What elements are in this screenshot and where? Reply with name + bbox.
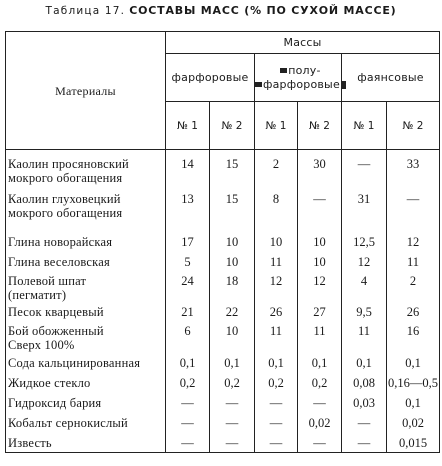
value-cell: 10 (210, 252, 255, 272)
value-cell: 10 (298, 232, 342, 252)
value-cell: 0,1 (387, 353, 440, 373)
table-row (6, 413, 440, 433)
material-name-line: Бой обожженный (8, 323, 104, 338)
value-cell: 8 (255, 190, 298, 232)
value-cell: 0,16—0,5 (387, 373, 440, 393)
material-name-line: Каолин глуховецкий (8, 191, 121, 206)
table-row (6, 373, 440, 393)
value-cell: — (166, 433, 210, 453)
value-cell: — (166, 393, 210, 413)
subcol-header: № 2 (210, 102, 255, 150)
value-cell: 4 (342, 272, 387, 302)
value-cell: 0,1 (342, 353, 387, 373)
value-cell: — (342, 413, 387, 433)
header-materials: Материалы (6, 32, 166, 150)
value-cell: 2 (255, 150, 298, 190)
material-name (6, 150, 166, 190)
value-cell: 26 (255, 302, 298, 322)
material-name-line: Песок кварцевый (8, 304, 104, 319)
material-name (6, 373, 166, 393)
material-name (6, 232, 166, 252)
material-name-line: Известь (8, 435, 52, 450)
table-row (6, 190, 440, 232)
value-cell: 21 (166, 302, 210, 322)
material-name-line: Глина веселовская (8, 254, 110, 269)
subcol-header: № 2 (298, 102, 342, 150)
material-name-line: Каолин просяновский (8, 157, 129, 171)
material-name (6, 272, 166, 302)
value-cell: 13 (166, 190, 210, 232)
semiporcelain-line1: полу- (288, 63, 321, 77)
value-cell: 0,2 (298, 373, 342, 393)
value-cell: 15 (210, 190, 255, 232)
value-cell: 24 (166, 272, 210, 302)
value-cell: 9,5 (342, 302, 387, 322)
header-group-semiporcelain (255, 54, 342, 102)
value-cell: 0,02 (298, 413, 342, 433)
value-cell: — (255, 413, 298, 433)
subcol-header: № 2 (387, 102, 440, 150)
value-cell: 12 (387, 232, 440, 252)
material-name (6, 413, 166, 433)
material-name-line: Кобальт сернокислый (8, 415, 128, 430)
material-name-line: мокрого обогащения (8, 171, 123, 185)
value-cell: 2 (387, 272, 440, 302)
header-masses: Массы (166, 32, 440, 54)
semiporcelain-label (255, 64, 346, 92)
semiporcelain-line2: фарфоровые (263, 77, 340, 91)
value-cell: 12,5 (342, 232, 387, 252)
value-cell: 6 (166, 322, 210, 353)
value-cell: 0,2 (166, 373, 210, 393)
table-row (6, 150, 440, 190)
value-cell: — (210, 433, 255, 453)
material-name (6, 353, 166, 373)
value-cell: 0,2 (210, 373, 255, 393)
value-cell: — (166, 413, 210, 433)
value-cell: 0,015 (387, 433, 440, 453)
table-caption (0, 4, 442, 17)
value-cell: — (210, 393, 255, 413)
value-cell: 10 (255, 232, 298, 252)
value-cell: 12 (342, 252, 387, 272)
value-cell: 12 (255, 272, 298, 302)
print-artifact-mark (280, 68, 287, 73)
value-cell: 18 (210, 272, 255, 302)
value-cell: 22 (210, 302, 255, 322)
material-name-line: Сода кальцинированная (8, 355, 141, 370)
material-name (6, 433, 166, 453)
table-row (6, 232, 440, 252)
value-cell: — (342, 433, 387, 453)
subcol-header: № 1 (342, 102, 387, 150)
print-artifact-mark (255, 82, 262, 87)
value-cell: 26 (387, 302, 440, 322)
material-name (6, 322, 166, 353)
table-row (6, 252, 440, 272)
value-cell: 10 (298, 252, 342, 272)
table-row (6, 393, 440, 413)
value-cell: 30 (298, 150, 342, 190)
value-cell: 27 (298, 302, 342, 322)
value-cell: 10 (210, 322, 255, 353)
value-cell: 11 (255, 252, 298, 272)
value-cell: 11 (387, 252, 440, 272)
value-cell: — (210, 413, 255, 433)
value-cell: 33 (387, 150, 440, 190)
table-body (6, 150, 440, 453)
material-name (6, 190, 166, 232)
table-title: СОСТАВЫ МАСС (% ПО СУХОЙ МАССЕ) (129, 4, 397, 17)
value-cell: 12 (298, 272, 342, 302)
value-cell: 0,1 (387, 393, 440, 413)
subcol-header: № 1 (255, 102, 298, 150)
material-name-line: Полевой шпат (8, 273, 87, 288)
value-cell: 16 (387, 322, 440, 353)
value-cell: — (298, 190, 342, 232)
material-name (6, 252, 166, 272)
value-cell: 14 (166, 150, 210, 190)
value-cell: — (255, 393, 298, 413)
value-cell: — (298, 393, 342, 413)
material-name-line: мокрого обогащения (8, 205, 123, 220)
table-row (6, 353, 440, 373)
subcol-header: № 1 (166, 102, 210, 150)
value-cell: 0,02 (387, 413, 440, 433)
header-group-faience: фаянсовые (342, 54, 440, 102)
material-name (6, 393, 166, 413)
composition-table (5, 31, 440, 453)
value-cell: 5 (166, 252, 210, 272)
value-cell: 0,08 (342, 373, 387, 393)
value-cell: 11 (298, 322, 342, 353)
table-number: Таблица 17. (45, 5, 126, 17)
material-name-line: (пегматит) (8, 287, 67, 302)
material-name-line: Жидкое стекло (8, 375, 91, 390)
material-name-line: Сверх 100% (8, 337, 75, 352)
value-cell: 10 (210, 232, 255, 252)
material-name (6, 302, 166, 322)
value-cell: 11 (342, 322, 387, 353)
value-cell: — (298, 433, 342, 453)
value-cell: 0,1 (210, 353, 255, 373)
value-cell: 17 (166, 232, 210, 252)
value-cell: 0,1 (255, 353, 298, 373)
value-cell: — (387, 190, 440, 232)
value-cell: — (342, 150, 387, 190)
value-cell: — (255, 433, 298, 453)
value-cell: 15 (210, 150, 255, 190)
value-cell: 0,03 (342, 393, 387, 413)
value-cell: 0,1 (298, 353, 342, 373)
table-row (6, 272, 440, 302)
value-cell: 31 (342, 190, 387, 232)
value-cell: 11 (255, 322, 298, 353)
material-name-line: Глина новорайская (8, 234, 113, 249)
material-name-line: Гидроксид бария (8, 395, 102, 410)
value-cell: 0,2 (255, 373, 298, 393)
table-row (6, 322, 440, 353)
table-row (6, 433, 440, 453)
table-row (6, 302, 440, 322)
header-group-porcelain: фарфоровые (166, 54, 255, 102)
print-artifact-mark (341, 81, 346, 89)
value-cell: 0,1 (166, 353, 210, 373)
